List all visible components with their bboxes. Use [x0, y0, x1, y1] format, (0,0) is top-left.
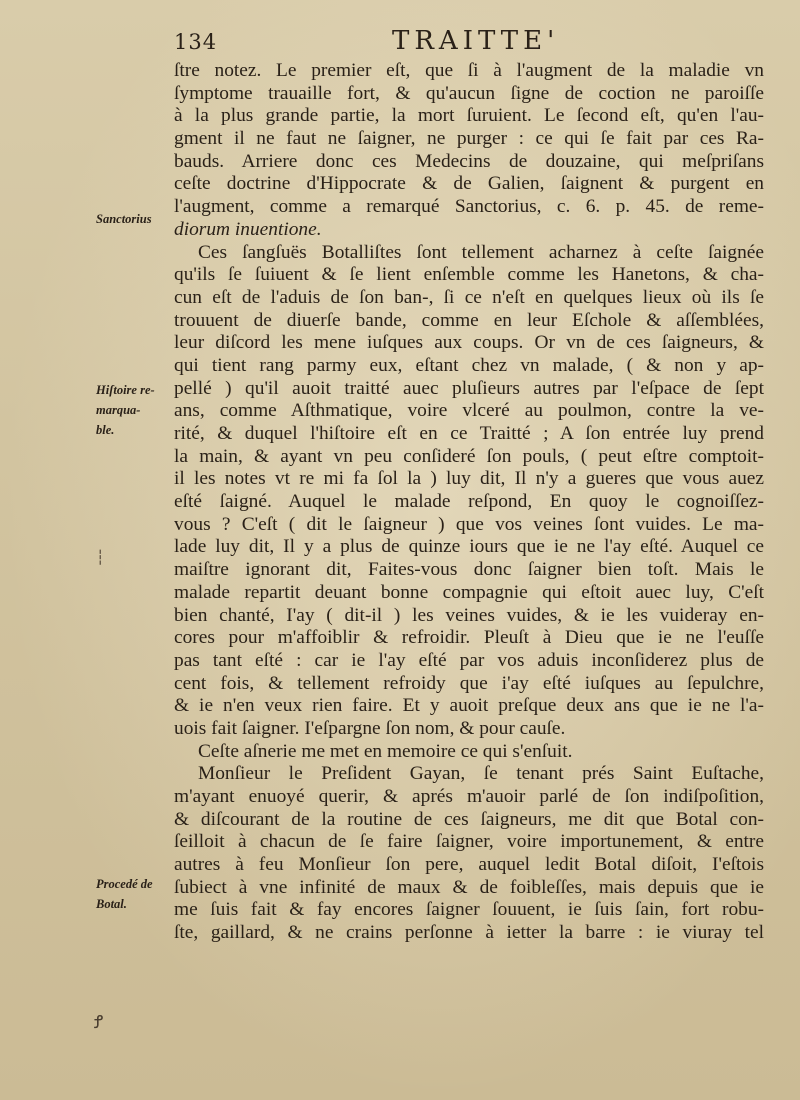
text-line: autres à feu Monſieur ſon pere, auquel ledit Botal diſoit, I'eſtois — [174, 854, 764, 876]
margin-note-sanctorius — [96, 209, 172, 229]
text-line: gment il ne faut ne ſaigner, ne purger : ce qui ſe fait par ces Ra- — [174, 128, 764, 150]
paragraph-start: Monſieur le Preſident Gayan, ſe tenant prés Saint Euſtache, — [198, 763, 764, 785]
text-line: qu'ils ſe ſuiuent & ſe lient enſemble comme les Hanetons, & cha- — [174, 264, 764, 286]
text-line: m'ayant enuoyé querir, & aprés m'auoir parlé de ſon indiſpoſition, — [174, 786, 764, 807]
text-line: trouuent de diuerſe bande, comme en leur Eſchole & aſſemblées, — [174, 309, 764, 331]
running-title: TRAITTE' — [392, 26, 560, 56]
margin-handwritten-mark: Ꝭ — [94, 1012, 104, 1032]
text-line: bien chanté, I'ay ( dit-il ) les veines vuides, & ie les vuideray en- — [174, 604, 764, 626]
text-line: cent fois, & tellement refroidy que i'ay eſté iuſques au ſepulchre, — [174, 672, 764, 694]
text-line: la main, & ayant vn peu conſideré ſon pouls, ( peut eſtre comptoit- — [174, 445, 764, 467]
margin-note-line: Sanctorius — [96, 212, 152, 226]
text-line: malade repartit deuant bonne compagnie qui eſtoit auec luy, C'eſt — [174, 581, 764, 603]
text-line: & diſcourant de la routine de ces ſaigneurs, me dit que Botal con- — [174, 808, 764, 830]
text-line: ſubiect à vne infinité de maux & de foibleſſes, mais depuis que ie — [174, 876, 764, 898]
text-line: cun eſt de l'aduis de ſon ban-, ſi ce n'eſt en quelques lieux où ils ſe — [174, 286, 764, 308]
paragraph-start: Ceſte aſnerie me met en memoire ce qui s'enſuit. — [198, 740, 573, 762]
text-line: ſeilloit à chacun de ſe faire ſaigner, voire importunement, & entre — [174, 831, 764, 853]
text-line: me ſuis fait & fay encores ſaigner ſouuent, ie ſuis ſain, fort robu- — [174, 899, 764, 921]
text-line: uois fait ſaigner. I'eſpargne ſon nom, & pour cauſe. — [174, 717, 566, 739]
margin-note-histoire — [96, 380, 172, 440]
text-line: ans, comme Aſthmatique, voire vlceré au poulmon, contre la ve- — [174, 400, 764, 422]
margin-note-line: Procedé de — [96, 877, 153, 891]
margin-note-line: Botal. — [96, 897, 127, 911]
text-line: qui tient rang parmy eux, eſtant chez vn malade, ( & non y ap- — [174, 354, 764, 376]
main-text — [174, 60, 764, 945]
text-line: ſtre notez. Le premier eſt, que ſi à l'augment de la maladie vn — [174, 60, 764, 81]
text-line: & ie n'en veux rien faire. Et y auoit preſque deux ans que ie ne l'a- — [174, 695, 764, 717]
text-line: pas tant eſté : car ie l'ay eſté par vos aduis inconſiderez plus de — [174, 649, 764, 671]
paragraph-start: Ces ſangſuës Botalliſtes ſont tellement acharnez à ceſte ſaignée — [198, 241, 764, 263]
page-number: 134 — [174, 30, 218, 54]
margin-note-line: marqua- — [96, 403, 141, 417]
text-line: pellé ) qu'il auoit traitté auec pluſieurs autres par l'eſpace de ſept — [174, 377, 764, 399]
margin-handwritten-mark: ┆ — [96, 551, 105, 566]
text-line: il les notes vt re mi fa ſol la ) luy dit, Il n'y a gueres que vous auez — [174, 468, 764, 490]
text-line: ſymptome trauaille fort, & qu'aucun ſigne de coction ne paroiſſe — [174, 82, 764, 104]
text-line: bauds. Arriere donc ces Medecins de douzaine, qui meſpriſans — [174, 150, 764, 172]
text-line: eſté ſaigné. Auquel le malade reſpond, En quoy le cognoiſſez- — [174, 491, 764, 513]
text-line: l'augment, comme a remarqué Sanctorius, c. 6. p. 45. de reme- — [174, 196, 764, 218]
margin-note-procede — [96, 874, 172, 914]
text-line: diorum inuentione. — [174, 218, 322, 240]
text-line: maiſtre ignorant dit, Faites-vous donc ſaigner bien toſt. Mais le — [174, 559, 764, 581]
text-line: leur diſcord les mene iuſques aux coups. Or vn de ces ſaigneurs, & — [174, 332, 764, 354]
text-line: rité, & duquel l'hiſtoire eſt en ce Traitté ; A ſon entrée luy prend — [174, 423, 764, 444]
text-line: lade luy dit, Il y a plus de quinze iours que ie ne l'ay eſté. Auquel ce — [174, 536, 764, 558]
margin-note-line: Hiſtoire re- — [96, 383, 155, 397]
text-line: ſte, gaillard, & ne crains perſonne à ietter la barre : ie viuray tel — [174, 922, 764, 944]
margin-note-line: ble. — [96, 423, 115, 437]
text-line: à la plus grande partie, la mort ſuruient. Le ſecond eſt, qu'en l'au- — [174, 105, 764, 127]
text-line: ceſte doctrine d'Hippocrate & de Galien, ſaignent & purgent en — [174, 173, 764, 195]
text-line: cores pour m'affoiblir & refroidir. Pleuſt à Dieu que ie ne l'euſſe — [174, 627, 764, 649]
text-line: vous ? C'eſt ( dit le ſaigneur ) que vos veines ſont vuides. Le ma- — [174, 513, 764, 535]
